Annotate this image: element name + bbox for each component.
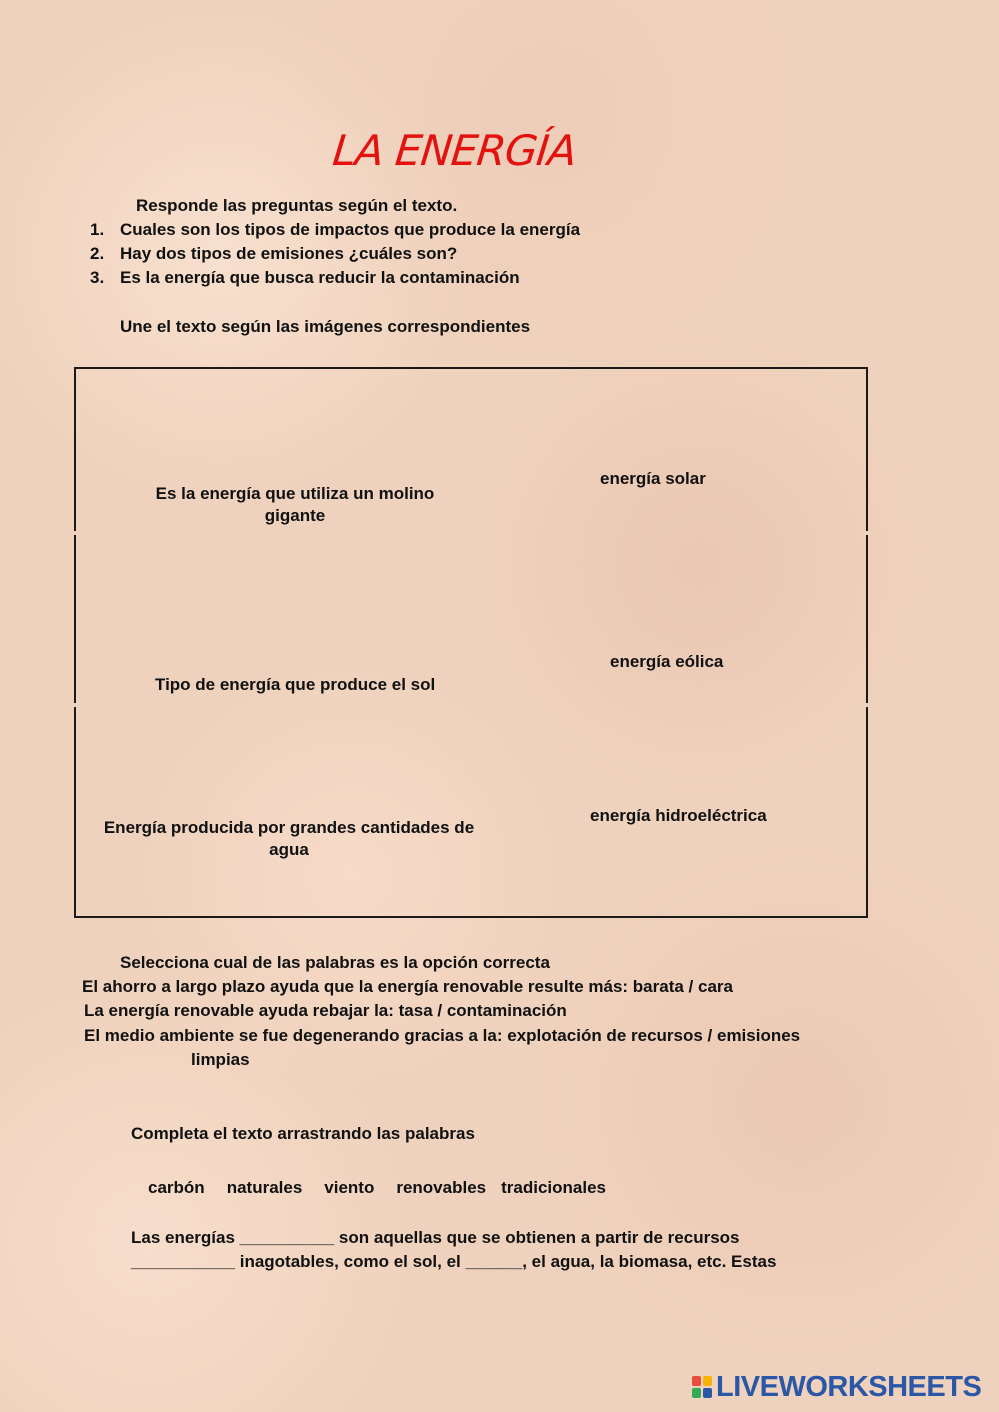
section3-instruction: Selecciona cual de las palabras es la opción correcta xyxy=(120,953,550,972)
match-left-item-2[interactable]: Tipo de energía que produce el sol xyxy=(155,675,436,694)
match-left-item-1[interactable]: Es la energía que utiliza un molino gigante xyxy=(155,484,435,525)
match-right-item-2[interactable]: energía eólica xyxy=(610,652,724,671)
box-divider-gap xyxy=(865,531,871,535)
select-sentence-3[interactable]: El medio ambiente se fue degenerando gracias a la: explotación de recursos / emisiones xyxy=(84,1026,801,1045)
question-text: Cuales son los tipos de impactos que produce la energía xyxy=(120,220,581,239)
logo-square xyxy=(692,1376,701,1386)
logo-square xyxy=(692,1388,701,1398)
logo-square xyxy=(703,1376,712,1386)
logo-text: LIVEWORKSHEETS xyxy=(716,1370,982,1403)
liveworksheets-logo xyxy=(692,1372,981,1402)
match-left-item-3[interactable]: Energía producida por grandes cantidades de agua xyxy=(103,818,475,859)
box-divider-gap xyxy=(71,703,77,707)
question-2 xyxy=(90,243,457,265)
section1-instruction: Responde las preguntas según el texto. xyxy=(136,196,458,215)
select-sentence-1[interactable]: El ahorro a largo plazo ayuda que la energía renovable resulte más: barata / cara xyxy=(82,977,733,996)
section2-instruction: Une el texto según las imágenes correspondientes xyxy=(120,317,531,336)
word-bank xyxy=(148,1177,606,1199)
box-divider-gap xyxy=(865,703,871,707)
match-right-item-1[interactable]: energía solar xyxy=(600,469,706,488)
question-number: 1. xyxy=(90,220,105,239)
word-chip[interactable]: renovables xyxy=(396,1178,487,1197)
page-title: LA ENERGÍA xyxy=(330,126,579,175)
word-chip[interactable]: tradicionales xyxy=(501,1178,606,1197)
select-sentence-3-continued[interactable]: limpias xyxy=(191,1050,250,1069)
question-3 xyxy=(90,267,520,289)
question-number: 3. xyxy=(90,268,105,287)
fill-paragraph-line-1[interactable]: Las energías __________ son aquellas que se obtienen a partir de recursos xyxy=(131,1228,740,1247)
logo-square xyxy=(703,1388,712,1398)
word-chip[interactable]: naturales xyxy=(226,1178,303,1197)
section4-instruction: Completa el texto arrastrando las palabras xyxy=(131,1124,475,1143)
question-text: Hay dos tipos de emisiones ¿cuáles son? xyxy=(120,244,458,263)
match-right-item-3[interactable]: energía hidroeléctrica xyxy=(590,806,767,825)
word-chip[interactable]: viento xyxy=(324,1178,375,1197)
word-chip[interactable]: carbón xyxy=(148,1178,205,1197)
select-sentence-2[interactable]: La energía renovable ayuda rebajar la: tasa / contaminación xyxy=(84,1001,567,1020)
question-number: 2. xyxy=(90,244,105,263)
question-1 xyxy=(90,219,580,241)
question-text: Es la energía que busca reducir la contaminación xyxy=(120,268,520,287)
logo-mark-icon xyxy=(692,1376,712,1398)
box-divider-gap xyxy=(71,531,77,535)
fill-paragraph-line-2[interactable]: ___________ inagotables, como el sol, el ______, el agua, la biomasa, etc. Estas xyxy=(131,1252,777,1271)
